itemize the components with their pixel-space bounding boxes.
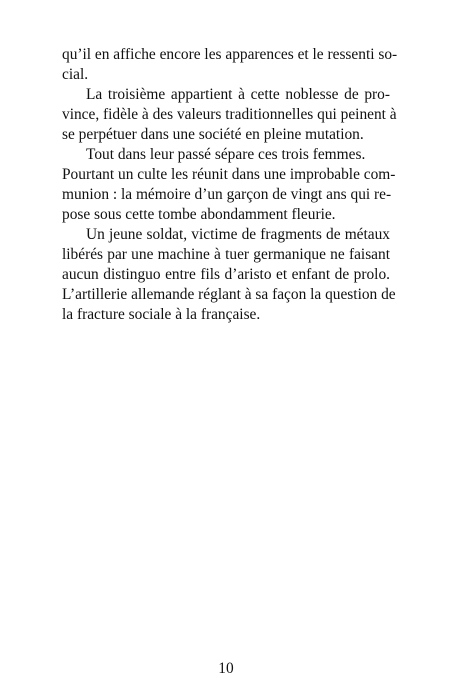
text-line: pose sous cette tombe abondamment fleurie.: [62, 206, 336, 223]
text-line: Un jeune soldat, victime de fragments de métaux: [86, 226, 390, 243]
text-line: qu’il en affiche encore les apparences et le ressenti so-: [62, 46, 398, 63]
text-line: Pourtant un culte les réunit dans une improbable com-: [62, 166, 396, 183]
text-line: L’artillerie allemande réglant à sa façon la question de: [62, 286, 396, 303]
text-line: vince, fidèle à des valeurs traditionnelles qui peinent à: [62, 106, 397, 123]
text-line: la fracture sociale à la française.: [62, 306, 261, 323]
text-line: Tout dans leur passé sépare ces trois femmes.: [86, 146, 366, 163]
text-line: La troisième appartient à cette noblesse de pro-: [86, 86, 390, 103]
text-line: libérés par une machine à tuer germanique ne faisant: [62, 246, 390, 263]
text-line: munion : la mémoire d’un garçon de vingt ans qui re-: [62, 186, 392, 203]
text-line: aucun distinguo entre fils d’aristo et enfant de prolo.: [62, 266, 390, 283]
page-number: 10: [218, 660, 234, 677]
text-line: se perpétuer dans une société en pleine mutation.: [62, 126, 364, 143]
text-line: cial.: [62, 66, 89, 83]
